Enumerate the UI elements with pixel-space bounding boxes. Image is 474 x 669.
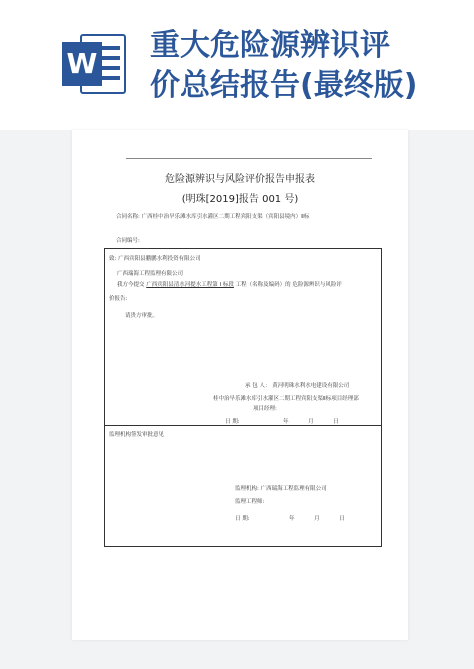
addressee-value: 广西宾阳县鹏鹏水利投资有限公司 [118,256,201,262]
document-page [72,130,408,640]
manager-label: 项目经理: [253,406,277,412]
header-rule [126,158,372,159]
submission-body [117,280,342,288]
banner-title-line2: 价总结报告(最终版) [150,68,418,103]
engineer-label: 监理工程师: [235,499,265,505]
date-row [225,417,339,425]
date-month: 月 [308,419,314,425]
submission-section [104,248,382,425]
form-title: 危险源辨识与风险评价报告申报表 [165,174,315,185]
contract-name-value: 广西桂中治旱乐滩水库引水灌区二期工程宾阳支渠（宾阳县境内）Ⅱ标 [141,214,310,220]
contract-name-label: 合同名称: [116,214,140,220]
project-department: 桂中治旱乐滩水库引水灌区二期工程宾阳支渠Ⅱ标项目经理部 [213,396,359,402]
contract-no-label: 合同编号: [116,238,140,244]
word-document-icon [62,34,126,94]
banner-title-line1: 重大危险源辨识评 [150,28,390,63]
supervision-date-year: 年 [289,516,295,522]
banner [0,0,474,130]
supervisor-org-label: 监理机构: [235,486,259,492]
body-line2: 价报告: [109,296,128,302]
addressee-row [109,254,201,262]
contractor-label: 承 包 人： [245,383,271,389]
supervision-date-month: 月 [314,516,320,522]
contract-name-row [116,212,309,220]
form-number: (明珠[2019]报告 001 号) [181,194,299,205]
review-request: 请贵方审批。 [125,313,159,319]
supervision-date-label: 日 期: [235,516,250,522]
date-year: 年 [283,419,289,425]
date-label: 日 期: [225,419,240,425]
supervision-date-day: 日 [339,516,345,522]
supervisor-org-value: 广西瑞海工程监理有限公司 [260,486,327,492]
body-prefix: 我方今提交 [117,282,145,288]
word-icon-letter: W [62,42,102,86]
date-day: 日 [333,419,339,425]
cc-value: 广西瑞海工程监理有限公司 [117,271,184,277]
body-project: 广西宾阳县清水河提水工程第 Ⅰ 标段 [146,282,234,288]
addressee-label: 致: [109,256,117,262]
contractor-value: 黄河明珠水利水电建设有限公司 [272,383,350,389]
supervision-section [104,425,382,547]
banner-title [150,26,460,106]
body-suffix: 工程（名称及编码）的 危险源辨识与风险评 [235,282,342,288]
supervision-heading: 监理机构签发审批意见 [109,432,165,438]
contractor-row [245,381,349,389]
supervision-date-row [235,514,345,522]
supervisor-org-row [235,484,327,492]
